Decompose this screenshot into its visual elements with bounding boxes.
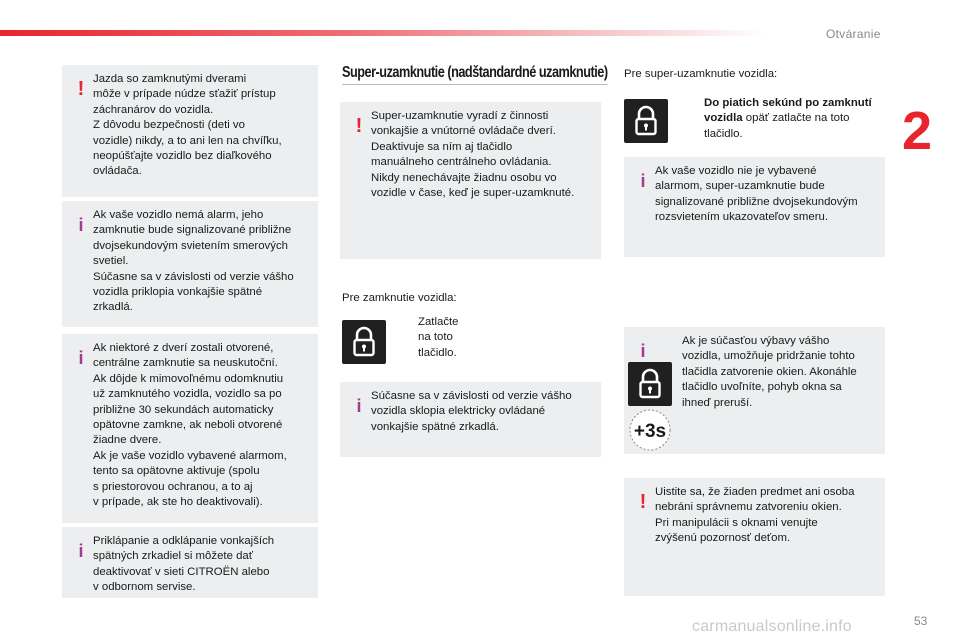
info-text: Ak je súčasťou výbavy vášho vozidla, umožňuje pridržanie tohto tlačidla zatvorenie okien. Akonáhle tlačidlo uvoľníte, pohyb okna sa ihneď preruší. (682, 335, 857, 409)
lock-icon (628, 362, 672, 406)
lock-icon (342, 320, 386, 364)
info-icon: i (78, 541, 84, 561)
lock-icon (624, 99, 668, 143)
warning-icon: ! (639, 491, 647, 513)
chapter-number: 2 (902, 101, 933, 161)
info-box-mirrors (62, 527, 318, 598)
info-box-fold-mirrors (340, 382, 601, 457)
info-box-doors-open (62, 334, 318, 523)
warning-icon: ! (77, 78, 85, 100)
info-text: Ak niektoré z dverí zostali otvorené, centrálne zamknutie sa neuskutoční. Ak dôjde k mimovoľnému odomknutiu už zamknutého vozidla, vozidlo sa po približne 30 sekundách automaticky opätovne zamkne, ak neboli otvorené žiadne dvere. Ak je vaše vozidlo vybavené alarmom, tento sa opätovne aktivuje (spolu s priestorovou ochranou, a to aj v prípade, ak ste ho deaktivovali). (93, 342, 287, 509)
info-icon: i (356, 396, 362, 416)
super-lock-intro-text: Pre super-uzamknutie vozidla: (624, 68, 778, 80)
info-box-no-alarm (62, 201, 318, 327)
section-heading: Super-uzamknutie (nadštandardné uzamknutie) (342, 64, 608, 85)
page-number: 53 (914, 614, 928, 628)
info-box-super-lock-signal (624, 157, 885, 257)
info-text: Priklápanie a odklápanie vonkajších spätných zrkadiel si môžete dať deaktivovať v sieti CITROËN alebo v odbornom servise. (93, 535, 275, 594)
info-icon: i (78, 348, 84, 368)
section-title: Otváranie (826, 27, 881, 41)
lock-step-text: Zatlačte na toto tlačidlo. (418, 316, 459, 359)
warning-text: Uistite sa, že žiaden predmet ani osoba nebráni správnemu zatvoreniu okien. Pri manipulácii s oknami venujte zvýšenú pozornosť deťom. (655, 486, 855, 545)
super-lock-step-bold: Do piatich sekúnd po zamknutí vozidla (704, 97, 872, 125)
info-icon: i (640, 341, 646, 361)
info-text: Ak vaše vozidlo nemá alarm, jeho zamknutie bude signalizované približne dvojsekundovým svietením smerových svetiel. Súčasne sa v závislosti od verzie vášho vozidla priklopia vonkajšie spätné zrkadlá. (93, 209, 294, 314)
watermark: carmanualsonline.info (692, 618, 852, 635)
hold-timer-icon (628, 408, 672, 452)
info-text: Ak vaše vozidlo nie je vybavené alarmom, super-uzamknutie bude signalizované približne dvojsekundovým rozsvietením ukazovateľov smeru. (655, 165, 858, 224)
info-text: Súčasne sa v závislosti od verzie vášho vozidla sklopia elektricky ovládané vonkajšie spätné zrkadlá. (371, 390, 572, 433)
super-lock-step-text: opäť zatlačte na toto tlačidlo. (704, 112, 850, 140)
warning-icon: ! (355, 115, 363, 137)
info-icon: i (640, 171, 646, 191)
timer-label: +3s (633, 421, 667, 442)
warning-box-locked-doors (62, 65, 318, 197)
warning-box-super-lock (340, 102, 601, 259)
warning-text: Jazda so zamknutými dverami môže v prípade núdze sťažiť prístup záchranárov do vozidla. Z dôvodu bezpečnosti (deti vo vozidle) nikdy, a to ani len na chvíľku, neopúšťajte vozidlo bez diaľkového ovládača. (93, 73, 282, 178)
warning-box-window-safety (624, 478, 885, 596)
lock-intro-text: Pre zamknutie vozidla: (342, 292, 457, 304)
warning-text: Super-uzamknutie vyradí z činnosti vonkajšie a vnútorné ovládače dverí. Deaktivuje sa ním aj tlačidlo manuálneho centrálneho ovládania. Nikdy nenechávajte žiadnu osobu vo vozidle v čase, keď je super-uzamknuté. (371, 110, 575, 200)
info-icon: i (78, 215, 84, 235)
top-accent-bar (0, 30, 765, 36)
